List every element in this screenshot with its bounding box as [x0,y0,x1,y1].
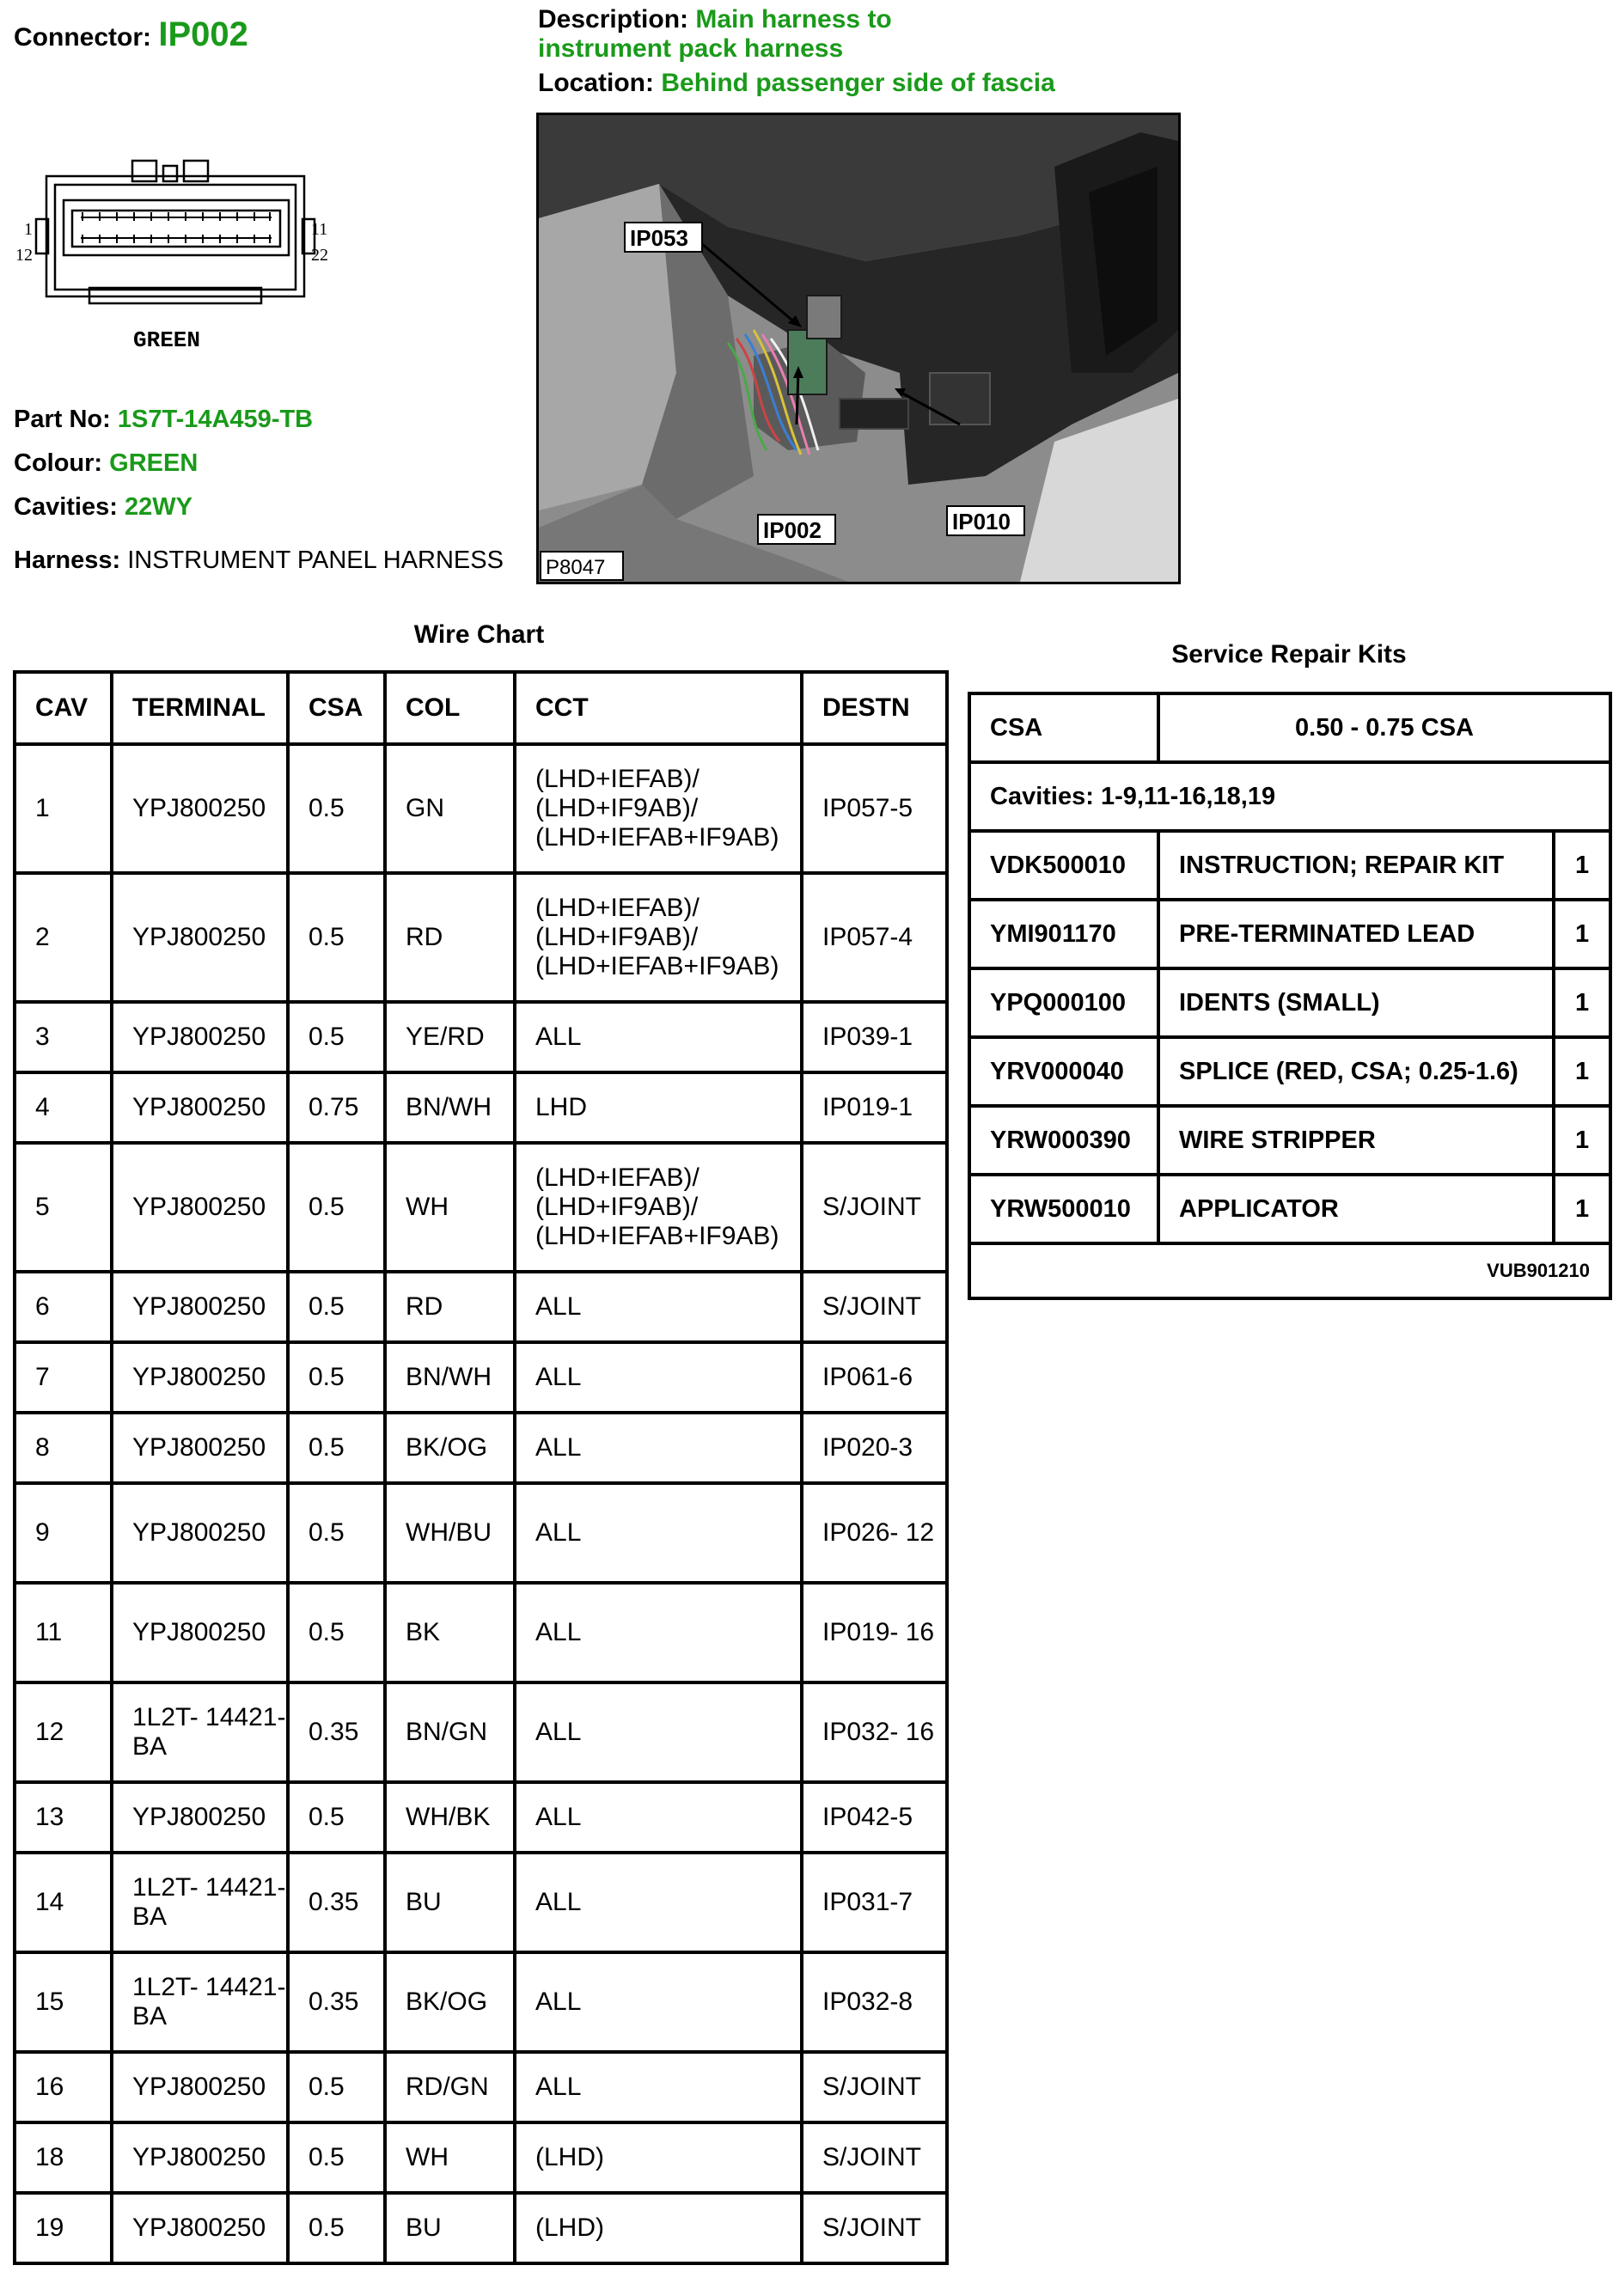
connector-outer-shell [46,176,304,296]
repair-kits-table [968,692,1612,1300]
wire-cell-cav: 19 [15,2193,112,2263]
wire-cell-csa: 0.5 [288,873,385,1002]
kit-item-row [969,968,1610,1037]
wire-chart-header-row [15,672,947,744]
wire-row [15,1072,947,1143]
wire-cell-cav: 4 [15,1072,112,1143]
wire-cell-cct: (LHD) [515,2122,802,2193]
cavities [14,493,192,522]
wire-cell-csa: 0.5 [288,1583,385,1682]
colour-value: GREEN [109,449,199,477]
wire-row [15,1682,947,1782]
wire-cell-terminal: YPJ800250 [112,2193,288,2263]
wire-cell-csa: 0.5 [288,2122,385,2193]
wire-chart-title: Wire Chart [413,620,545,649]
wire-cell-col: RD/GN [385,2052,515,2122]
wire-cell-destn: IP019-1 [802,1072,947,1143]
wire-cell-destn: IP031-7 [802,1853,947,1952]
kit-code: VDK500010 [969,831,1158,900]
wire-cell-destn: IP032- 16 [802,1682,947,1782]
wire-cell-cav: 16 [15,2052,112,2122]
wire-cell-col: WH [385,2122,515,2193]
wire-cell-terminal: YPJ800250 [112,2122,288,2193]
wire-cell-cct: ALL [515,1952,802,2052]
wire-cell-cct: (LHD+IEFAB)/ (LHD+IF9AB)/ (LHD+IEFAB+IF9AB) [515,1143,802,1272]
pin-label-1: 1 [24,220,33,239]
wire-cell-cct: ALL [515,1583,802,1682]
wire-cell-csa: 0.5 [288,2052,385,2122]
wire-cell-destn: IP042-5 [802,1782,947,1853]
wire-cell-destn: IP032-8 [802,1952,947,2052]
col-header-cav: CAV [15,672,112,744]
wire-cell-col: WH/BK [385,1782,515,1853]
wire-cell-cav: 3 [15,1002,112,1072]
wire-cell-col: BU [385,2193,515,2263]
wire-cell-destn: S/JOINT [802,1143,947,1272]
kit-desc: INSTRUCTION; REPAIR KIT [1158,831,1554,900]
kit-code: YRW000390 [969,1106,1158,1175]
wire-cell-col: BN/GN [385,1682,515,1782]
wire-cell-csa: 0.5 [288,1782,385,1853]
kit-qty: 1 [1554,968,1610,1037]
wire-cell-csa: 0.75 [288,1072,385,1143]
connector-id: IP002 [158,15,248,53]
part-number-value: 1S7T-14A459-TB [117,406,314,433]
kit-reference: VUB901210 [969,1243,1610,1298]
cavities-label: Cavities: [14,493,118,521]
kit-reference-row [969,1243,1610,1298]
wire-cell-cav: 7 [15,1342,112,1413]
callout-ip010: IP010 [952,509,1011,534]
pin-label-12: 12 [15,246,33,265]
kits-cavities-row [969,762,1610,831]
wire-cell-col: WH/BU [385,1483,515,1583]
kits-csa-value: 0.50 - 0.75 CSA [1158,693,1610,762]
location-label: Location: [538,69,654,97]
wire-cell-terminal: YPJ800250 [112,744,288,873]
kit-item-row [969,1037,1610,1106]
wire-row [15,1143,947,1272]
wire-cell-cav: 11 [15,1583,112,1682]
wire-cell-csa: 0.5 [288,1002,385,1072]
wire-cell-cct: (LHD+IEFAB)/ (LHD+IF9AB)/ (LHD+IEFAB+IF9AB) [515,744,802,873]
wire-row [15,1483,947,1583]
wire-chart-table [13,670,949,2265]
wire-row [15,1782,947,1853]
col-header-destn: DESTN [802,672,947,744]
wire-cell-destn: IP019- 16 [802,1583,947,1682]
col-header-terminal: TERMINAL [112,672,288,744]
wire-cell-col: BK [385,1583,515,1682]
wire-cell-csa: 0.5 [288,2193,385,2263]
wire-row [15,1342,947,1413]
kit-item-row [969,1175,1610,1243]
wire-row [15,2122,947,2193]
location [538,69,1055,98]
wire-cell-cct: ALL [515,1853,802,1952]
kit-desc: SPLICE (RED, CSA; 0.25-1.6) [1158,1037,1554,1106]
wire-cell-cct: ALL [515,1483,802,1583]
wire-cell-csa: 0.5 [288,1143,385,1272]
wire-cell-col: RD [385,873,515,1002]
wire-cell-cav: 6 [15,1272,112,1342]
wire-cell-cct: ALL [515,1272,802,1342]
kit-qty: 1 [1554,1037,1610,1106]
wire-cell-cct: ALL [515,1002,802,1072]
part-number [14,406,313,434]
colour-label: Colour: [14,449,103,477]
wire-cell-cav: 15 [15,1952,112,2052]
pin-label-22: 22 [311,246,328,265]
callout-ip053: IP053 [630,225,688,251]
wire-row [15,1272,947,1342]
kit-qty: 1 [1554,831,1610,900]
wire-cell-terminal: YPJ800250 [112,1483,288,1583]
kits-cavities: Cavities: 1-9,11-16,18,19 [969,762,1610,831]
harness-value: INSTRUMENT PANEL HARNESS [127,547,504,574]
wire-cell-destn: S/JOINT [802,2052,947,2122]
wire-cell-cav: 13 [15,1782,112,1853]
wire-cell-terminal: 1L2T- 14421-BA [112,1853,288,1952]
colour [14,449,198,478]
wire-cell-terminal: YPJ800250 [112,1413,288,1483]
pin-label-11: 11 [311,220,328,239]
wire-cell-destn: IP039-1 [802,1002,947,1072]
wire-cell-destn: IP020-3 [802,1413,947,1483]
kit-code: YPQ000100 [969,968,1158,1037]
wire-row [15,1413,947,1483]
wire-cell-cav: 14 [15,1853,112,1952]
wire-row [15,1952,947,2052]
wire-cell-terminal: YPJ800250 [112,1002,288,1072]
kits-csa-label: CSA [969,693,1158,762]
wire-row [15,2052,947,2122]
kit-item-row [969,1106,1610,1175]
kit-item-row [969,831,1610,900]
wire-cell-col: BK/OG [385,1952,515,2052]
wire-cell-cct: ALL [515,1682,802,1782]
kit-desc: PRE-TERMINATED LEAD [1158,900,1554,968]
wire-cell-col: RD [385,1272,515,1342]
kits-csa-row [969,693,1610,762]
wire-cell-cav: 12 [15,1682,112,1782]
wire-cell-cct: ALL [515,1782,802,1853]
wire-cell-terminal: YPJ800250 [112,2052,288,2122]
connector-face-diagram [12,159,339,352]
wire-cell-terminal: YPJ800250 [112,1143,288,1272]
wire-cell-terminal: 1L2T- 14421-BA [112,1682,288,1782]
wire-cell-csa: 0.5 [288,744,385,873]
wire-cell-destn: IP057-5 [802,744,947,873]
wire-cell-cav: 8 [15,1413,112,1483]
wire-cell-terminal: YPJ800250 [112,1782,288,1853]
wire-cell-cav: 5 [15,1143,112,1272]
photo-reference: P8047 [546,556,606,579]
wire-cell-terminal: YPJ800250 [112,873,288,1002]
wire-cell-col: BU [385,1853,515,1952]
wire-cell-csa: 0.5 [288,1483,385,1583]
connector-label: Connector: [14,23,151,52]
wire-cell-cct: ALL [515,2052,802,2122]
wire-cell-col: WH [385,1143,515,1272]
wire-cell-cav: 18 [15,2122,112,2193]
harness-label: Harness: [14,547,121,574]
wire-cell-csa: 0.35 [288,1952,385,2052]
wire-cell-terminal: YPJ800250 [112,1583,288,1682]
kit-code: YMI901170 [969,900,1158,968]
kit-qty: 1 [1554,900,1610,968]
cavities-value: 22WY [124,493,192,521]
wire-cell-csa: 0.35 [288,1853,385,1952]
wire-cell-cav: 2 [15,873,112,1002]
location-value: Behind passenger side of fascia [661,69,1055,97]
kit-code: YRW500010 [969,1175,1158,1243]
wire-row [15,1002,947,1072]
kit-desc: APPLICATOR [1158,1175,1554,1243]
col-header-col: COL [385,672,515,744]
col-header-cct: CCT [515,672,802,744]
description [538,5,892,64]
wire-cell-col: BN/WH [385,1342,515,1413]
wire-cell-cct: ALL [515,1413,802,1483]
kit-code: YRV000040 [969,1037,1158,1106]
part-number-label: Part No: [14,406,111,433]
wire-cell-destn: IP057-4 [802,873,947,1002]
description-label: Description: [538,5,689,34]
wire-row [15,1853,947,1952]
wire-cell-cct: (LHD) [515,2193,802,2263]
wire-cell-csa: 0.5 [288,1413,385,1483]
wire-cell-col: GN [385,744,515,873]
location-photo [536,113,1181,584]
wire-cell-terminal: YPJ800250 [112,1072,288,1143]
connector-heading [14,15,248,54]
wire-cell-destn: IP061-6 [802,1342,947,1413]
kit-item-row [969,900,1610,968]
wire-cell-cct: ALL [515,1342,802,1413]
diagram-colour-caption: GREEN [132,327,201,352]
wire-cell-destn: S/JOINT [802,2122,947,2193]
col-header-csa: CSA [288,672,385,744]
wire-cell-destn: S/JOINT [802,1272,947,1342]
wire-cell-terminal: 1L2T- 14421-BA [112,1952,288,2052]
kit-desc: IDENTS (SMALL) [1158,968,1554,1037]
wire-cell-csa: 0.5 [288,1342,385,1413]
kit-qty: 1 [1554,1175,1610,1243]
wire-cell-terminal: YPJ800250 [112,1272,288,1342]
harness [14,547,504,575]
wire-cell-csa: 0.5 [288,1272,385,1342]
kit-qty: 1 [1554,1106,1610,1175]
wire-cell-cct: LHD [515,1072,802,1143]
wire-row [15,1583,947,1682]
repair-kits-title: Service Repair Kits [1171,640,1407,669]
description-value-line2: instrument pack harness [538,34,844,63]
wire-row [15,744,947,873]
wire-cell-destn: IP026- 12 [802,1483,947,1583]
wire-cell-col: BN/WH [385,1072,515,1143]
wire-cell-terminal: YPJ800250 [112,1342,288,1413]
description-value-line1: Main harness to [695,5,892,34]
kit-desc: WIRE STRIPPER [1158,1106,1554,1175]
wire-cell-csa: 0.35 [288,1682,385,1782]
wire-cell-cav: 1 [15,744,112,873]
wire-cell-cct: (LHD+IEFAB)/ (LHD+IF9AB)/ (LHD+IEFAB+IF9AB) [515,873,802,1002]
wire-cell-col: BK/OG [385,1413,515,1483]
wire-cell-col: YE/RD [385,1002,515,1072]
wire-row [15,873,947,1002]
wire-cell-destn: S/JOINT [802,2193,947,2263]
callout-ip002: IP002 [763,517,822,543]
wire-cell-cav: 9 [15,1483,112,1583]
wire-row [15,2193,947,2263]
